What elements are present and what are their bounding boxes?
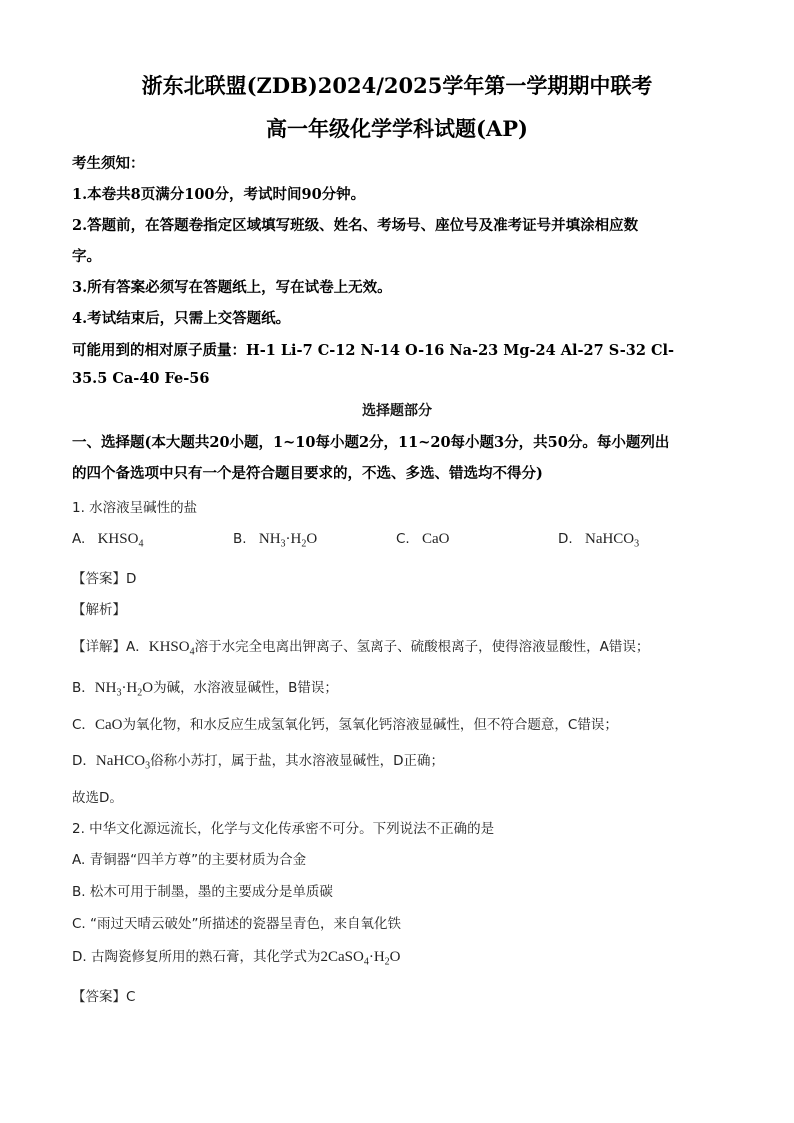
exam-subtitle: 高一年级化学学科试题(AP) [266, 116, 528, 141]
detail-prefix: B． [72, 680, 95, 696]
detail-text: 俗称小苏打，属于盐，其水溶液显碱性，D正确； [150, 753, 444, 769]
q1-option-a [72, 531, 143, 550]
formula: NH [94, 680, 117, 696]
q1-detail-d [72, 749, 444, 772]
detail-text: 溶于水完全电离出钾离子、氢离子、硫酸根离子，使得溶液显酸性，A错误； [194, 639, 650, 655]
q2-answer [72, 985, 135, 1005]
atomic-masses: 可能用到的相对原子质量：H-1 Li-7 C-12 N-14 O-16 Na-23 Mg-24 Al-27 S-32 Cl- [72, 342, 675, 359]
option-label: A. [72, 531, 86, 547]
formula: CaO [94, 717, 123, 733]
subscript: 3 [145, 760, 151, 772]
notice-item: 1.本卷共8页满分100分，考试时间90分钟。 [72, 186, 366, 203]
answer-value: C [126, 989, 136, 1005]
formula: NH [258, 531, 281, 547]
subscript: 2 [137, 687, 143, 699]
q2-option-b: B. 松木可用于制墨，墨的主要成分是单质碳 [72, 884, 333, 900]
formula: O [142, 680, 154, 696]
formula: ·H [121, 680, 138, 696]
answer-value: D [126, 571, 137, 587]
detail-tag: 【详解】 [72, 639, 126, 655]
subscript: 3 [634, 538, 640, 550]
option-label: B. [233, 531, 247, 547]
formula: O [389, 949, 401, 965]
q1-detail-b [72, 676, 338, 699]
detail-prefix: A． [126, 639, 149, 655]
subscript: 4 [138, 538, 144, 550]
q2-stem: 2. 中华文化源远流长，化学与文化传承密不可分。下列说法不正确的是 [72, 821, 495, 837]
notice-item: 2.答题前，在答题卷指定区域填写班级、姓名、考场号、座位号及准考证号并填涂相应数 [72, 217, 639, 234]
section-intro-cont: 的四个备选项中只有一个是符合题目要求的，不选、多选、错选均不得分) [72, 465, 543, 482]
answer-tag: 【答案】 [72, 571, 126, 587]
atomic-masses-cont: 35.5 Ca-40 Fe-56 [72, 370, 210, 387]
subscript: 4 [189, 646, 195, 658]
formula: KHSO [97, 531, 139, 547]
formula: ·H [285, 531, 302, 547]
q1-option-d [558, 531, 639, 550]
exam-title: 浙东北联盟(ZDB)2024/2025学年第一学期期中联考 [141, 73, 653, 98]
q1-option-b [233, 531, 317, 550]
q2-option-d [72, 945, 401, 968]
q2-option-c: C. “雨过天晴云破处”所描述的瓷器呈青色，来自氧化铁 [72, 916, 401, 932]
formula: O [306, 531, 318, 547]
option-label: C. [396, 531, 410, 547]
section-intro: 一、选择题(本大题共20小题，1~10每小题2分，11~20每小题3分，共50分。每小题列出 [72, 434, 670, 451]
detail-prefix: C． [72, 717, 95, 733]
q2-option-a: A. 青铜器“四羊方尊”的主要材质为合金 [72, 852, 307, 868]
notice-item: 4.考试结束后，只需上交答题纸。 [72, 310, 291, 327]
q1-stem: 1. 水溶液呈碱性的盐 [72, 500, 198, 516]
subscript: 2 [301, 538, 307, 550]
q1-analysis-tag: 【解析】 [72, 602, 126, 618]
q1-detail-a [72, 635, 649, 658]
q1-detail-c [72, 713, 618, 734]
subscript: 3 [280, 538, 286, 550]
detail-text: 为碱，水溶液显碱性，B错误； [153, 680, 338, 696]
notice-item: 3.所有答案必须写在答题纸上，写在试卷上无效。 [72, 279, 392, 296]
subscript: 3 [116, 687, 122, 699]
subscript: 2 [384, 956, 390, 968]
formula: 2CaSO [320, 949, 364, 965]
q1-conclusion: 故选D。 [72, 790, 123, 806]
detail-prefix: D． [72, 753, 96, 769]
formula: KHSO [148, 639, 190, 655]
formula: CaO [422, 531, 450, 547]
option-label: D. [558, 531, 573, 547]
notice-item: 字。 [72, 248, 101, 265]
formula: NaHCO [95, 753, 146, 769]
q1-answer [72, 567, 136, 587]
q1-option-c [396, 531, 450, 548]
subscript: 4 [363, 956, 369, 968]
formula: NaHCO [584, 531, 635, 547]
notice-heading: 考生须知： [72, 155, 145, 172]
formula: ·H [368, 949, 385, 965]
detail-text: 为氧化物，和水反应生成氢氧化钙，氢氧化钙溶液显碱性，但不符合题意，C错误； [122, 717, 618, 733]
option-text: D. 古陶瓷修复所用的熟石膏，其化学式为 [72, 949, 321, 965]
answer-tag: 【答案】 [72, 989, 126, 1005]
section-title: 选择题部分 [362, 403, 432, 419]
